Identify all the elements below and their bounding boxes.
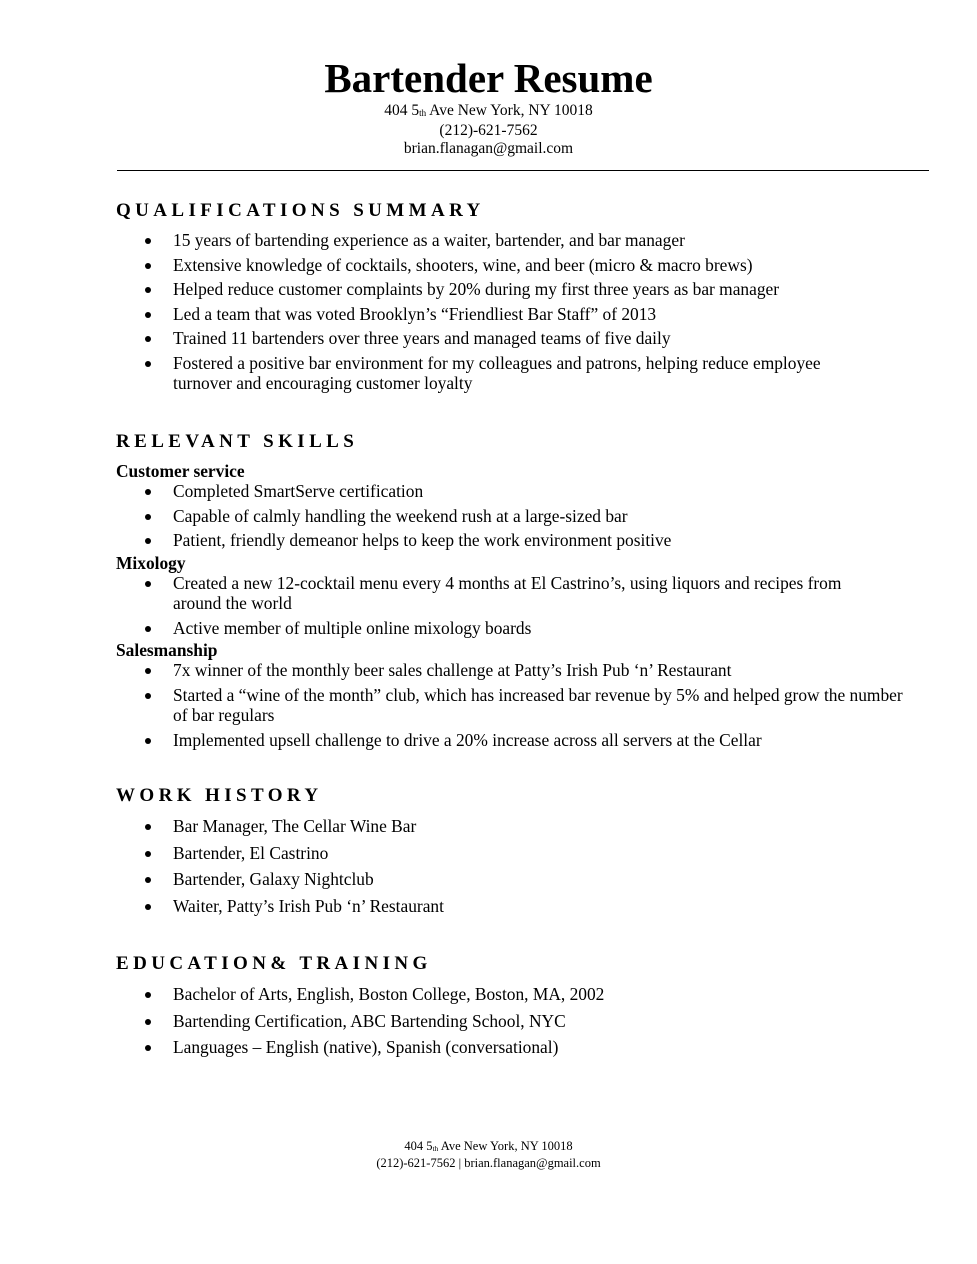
list-item-text: Capable of calmly handling the weekend rush at a large-sized bar <box>173 505 628 526</box>
bullet-icon <box>145 824 151 830</box>
list-item <box>116 481 896 502</box>
list-item-text: 7x winner of the monthly beer sales challenge at Patty’s Irish Pub ‘n’ Restaurant <box>173 660 732 680</box>
footer-address-suffix: th <box>432 1144 439 1153</box>
header-email: brian.flanagan@gmail.com <box>403 140 574 157</box>
bullet-icon <box>145 668 151 674</box>
list-item <box>116 730 896 751</box>
bullet-icon <box>145 992 151 998</box>
header-address <box>0 102 977 122</box>
header-phone: (212)-621-7562 <box>439 122 538 139</box>
list-item-text: Languages – English (native), Spanish (conversational) <box>173 1037 559 1057</box>
address-suffix: th <box>419 108 427 118</box>
bullet-icon <box>145 336 151 342</box>
skills-group-title: Mixology <box>116 552 186 573</box>
list-item-text: 15 years of bartending experience as a waiter, bartender, and bar manager <box>173 230 685 250</box>
list-item <box>116 353 873 394</box>
list-item-text: Extensive knowledge of cocktails, shooters, wine, and beer (micro & macro brews) <box>173 254 753 275</box>
header-divider <box>117 170 929 171</box>
list-item-text: Bartender, Galaxy Nightclub <box>173 869 374 889</box>
bullet-icon <box>145 626 151 632</box>
bullet-icon <box>145 489 151 495</box>
list-item-text: Started a “wine of the month” club, which has increased bar revenue by 5% and helped grow the number of bar regulars <box>173 684 903 725</box>
bullet-icon <box>145 538 151 544</box>
bullet-icon <box>145 263 151 269</box>
list-item <box>116 573 873 614</box>
bullet-icon <box>145 1045 151 1051</box>
list-item <box>116 1011 896 1032</box>
list-item-text: Bar Manager, The Cellar Wine Bar <box>173 816 417 836</box>
list-item <box>116 984 896 1005</box>
address-street: 404 5 <box>384 102 420 119</box>
bullet-icon <box>145 581 151 587</box>
footer-address <box>0 1139 977 1156</box>
list-item <box>116 506 896 527</box>
footer-address-city: Ave New York, NY 10018 <box>438 1139 573 1153</box>
list-item-text: Bartending Certification, ABC Bartending School, NYC <box>173 1010 566 1031</box>
education-heading: EDUCATION& TRAINING <box>116 953 432 974</box>
list-item-text: Waiter, Patty’s Irish Pub ‘n’ Restaurant <box>173 895 444 916</box>
list-item <box>116 869 896 890</box>
page-footer <box>0 1139 977 1171</box>
qualifications-heading: QUALIFICATIONS SUMMARY <box>116 200 485 221</box>
work-section <box>116 784 896 916</box>
list-item <box>116 304 896 325</box>
bullet-icon <box>145 361 151 367</box>
list-item <box>116 843 896 864</box>
list-item-text: Led a team that was voted Brooklyn’s “Friendliest Bar Staff” of 2013 <box>173 303 657 324</box>
skills-heading: RELEVANT SKILLS <box>116 431 359 452</box>
list-item <box>116 1037 896 1058</box>
list-item <box>116 279 896 300</box>
list-item <box>116 530 896 551</box>
skills-group-list <box>116 573 896 639</box>
bullet-icon <box>145 738 151 744</box>
education-list <box>116 984 896 1058</box>
bullet-icon <box>145 904 151 910</box>
list-item <box>116 660 896 681</box>
qualifications-list <box>116 230 896 394</box>
list-item <box>116 816 896 837</box>
resume-title: Bartender Resume <box>324 55 653 101</box>
skills-section <box>116 430 903 750</box>
list-item <box>116 230 896 251</box>
list-item <box>116 618 896 639</box>
work-heading: WORK HISTORY <box>116 785 323 806</box>
bullet-icon <box>145 238 151 244</box>
footer-contact: (212)-621-7562 | brian.flanagan@gmail.com <box>376 1156 601 1170</box>
list-item-text: Completed SmartServe certification <box>173 481 424 501</box>
list-item-text: Created a new 12-cocktail menu every 4 months at El Castrino’s, using liquors and recipes from around the world <box>173 572 842 613</box>
skills-group-list <box>116 481 896 551</box>
list-item <box>116 896 896 917</box>
skills-group-list <box>116 660 903 750</box>
qualifications-section <box>116 199 896 394</box>
address-city: Ave New York, NY 10018 <box>426 102 593 119</box>
list-item <box>116 255 896 276</box>
list-item-text: Trained 11 bartenders over three years and managed teams of five daily <box>173 328 671 348</box>
skills-group-title: Salesmanship <box>116 640 218 660</box>
list-item <box>116 328 896 349</box>
work-list <box>116 816 896 916</box>
list-item-text: Fostered a positive bar environment for my colleagues and patrons, helping reduce employee turnover and encouraging customer loyalty <box>173 352 821 393</box>
footer-address-street: 404 5 <box>404 1139 433 1153</box>
list-item-text: Implemented upsell challenge to drive a 20% increase across all servers at the Cellar <box>173 729 762 750</box>
skills-group-title: Customer service <box>116 461 245 481</box>
list-item-text: Bartender, El Castrino <box>173 842 329 863</box>
list-item-text: Active member of multiple online mixology boards <box>173 617 532 638</box>
bullet-icon <box>145 1019 151 1025</box>
bullet-icon <box>145 693 151 699</box>
bullet-icon <box>145 287 151 293</box>
list-item-text: Bachelor of Arts, English, Boston College, Boston, MA, 2002 <box>173 984 605 1004</box>
list-item-text: Helped reduce customer complaints by 20% during my first three years as bar manager <box>173 279 780 299</box>
list-item-text: Patient, friendly demeanor helps to keep the work environment positive <box>173 530 672 550</box>
bullet-icon <box>145 514 151 520</box>
bullet-icon <box>145 877 151 883</box>
bullet-icon <box>145 312 151 318</box>
bullet-icon <box>145 851 151 857</box>
education-section <box>116 952 896 1058</box>
list-item <box>116 685 913 726</box>
resume-header <box>0 54 977 158</box>
